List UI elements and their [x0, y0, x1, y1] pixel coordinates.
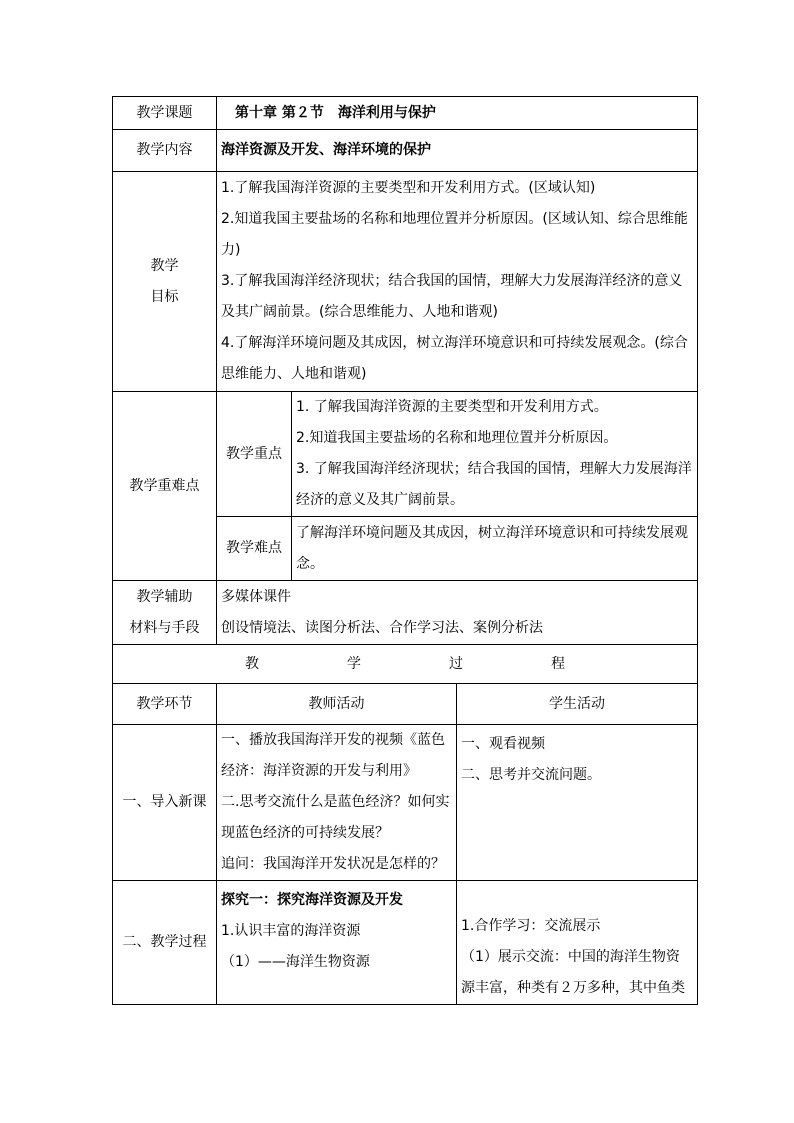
aids-row: [113, 581, 698, 645]
focus-item: 3. 了解我国海洋经济现状；结合我国的国情，理解大力发展海洋经济的意义及其广阔前景。: [296, 461, 692, 508]
topic-row: [113, 97, 698, 130]
process-row-main: [113, 881, 698, 1005]
goals-list: [217, 172, 698, 392]
teacher-line: 一、播放我国海洋开发的视频《蓝色经济：海洋资源的开发与利用》: [221, 732, 445, 779]
process-heading: [113, 645, 698, 684]
student-activity-intro: [457, 725, 698, 881]
student-line: （1）展示交流：中国的海洋生物资源丰富，种类有２万多种，其中鱼类: [461, 949, 685, 996]
teacher-activity-main: [217, 881, 457, 1005]
process-heading-char: 教: [245, 655, 259, 672]
key-points-label: 教学重难点: [113, 392, 217, 581]
goals-label-line1: 教学: [150, 257, 179, 274]
goal-item: 4.了解海洋环境问题及其成因，树立海洋环境意识和可持续发展观念。(综合思维能力、人地和谐观): [221, 335, 688, 382]
teacher-line: 1.认识丰富的海洋资源: [221, 923, 361, 939]
aids-label: [113, 581, 217, 645]
topic-value: 第十章 第２节 海洋利用与保护: [217, 97, 698, 130]
student-line: 一、观看视频: [461, 736, 545, 752]
col-teacher-header: 教师活动: [217, 684, 457, 725]
goal-item: 3.了解我国海洋经济现状；结合我国的国情，理解大力发展海洋经济的意义及其广阔前景。(综合思维能力、人地和谐观): [221, 273, 683, 320]
student-line: 1.合作学习：交流展示: [461, 918, 601, 934]
aids-label-line1: 教学辅助: [136, 588, 193, 605]
process-heading-char: 过: [449, 655, 463, 672]
stage-main: 二、教学过程: [113, 881, 217, 1005]
aids-line: 创设情境法、读图分析法、合作学习法、案例分析法: [221, 619, 543, 636]
goals-label-line2: 目标: [150, 288, 179, 305]
process-heading-char: 程: [551, 655, 565, 672]
focus-label: 教学重点: [217, 392, 292, 517]
aids-content: [217, 581, 698, 645]
goal-item: 2.知道我国主要盐场的名称和地理位置并分析原因。(区域认知、综合思维能力): [221, 211, 688, 258]
difficulty-value: 了解海洋环境问题及其成因，树立海洋环境意识和可持续发展观念。: [292, 517, 698, 581]
teacher-activity-intro: [217, 725, 457, 881]
goals-row: [113, 172, 698, 392]
student-activity-main: [457, 881, 698, 1005]
teacher-line: （1）——海洋生物资源: [221, 954, 370, 970]
col-stage-header: 教学环节: [113, 684, 217, 725]
process-heading-char: 学: [347, 655, 361, 672]
stage-intro: 一、导入新课: [113, 725, 217, 881]
process-row-intro: [113, 725, 698, 881]
student-line: 二、思考并交流问题。: [461, 767, 601, 783]
content-label: 教学内容: [113, 130, 217, 172]
focus-list: [292, 392, 698, 517]
col-student-header: 学生活动: [457, 684, 698, 725]
process-heading-row: [113, 645, 698, 684]
teacher-line: 二.思考交流什么是蓝色经济？如何实现蓝色经济的可持续发展？: [221, 794, 450, 841]
teacher-heading: 探究一：探究海洋资源及开发: [221, 892, 403, 908]
lesson-plan-page: [112, 96, 697, 1005]
goals-label: [113, 172, 217, 392]
focus-item: 2.知道我国主要盐场的名称和地理位置并分析原因。: [296, 430, 618, 446]
focus-item: 1. 了解我国海洋资源的主要类型和开发利用方式。: [296, 399, 608, 415]
content-value: 海洋资源及开发、海洋环境的保护: [217, 130, 698, 172]
teacher-line: 追问：我国海洋开发状况是怎样的？: [221, 856, 445, 872]
lesson-plan-table: [112, 96, 698, 1005]
process-columns-row: [113, 684, 698, 725]
focus-row: [113, 392, 698, 517]
content-row: [113, 130, 698, 172]
difficulty-label: 教学难点: [217, 517, 292, 581]
topic-label: 教学课题: [113, 97, 217, 130]
aids-label-line2: 材料与手段: [129, 619, 200, 636]
aids-line: 多媒体课件: [221, 588, 291, 605]
goal-item: 1.了解我国海洋资源的主要类型和开发利用方式。(区域认知): [221, 180, 596, 196]
